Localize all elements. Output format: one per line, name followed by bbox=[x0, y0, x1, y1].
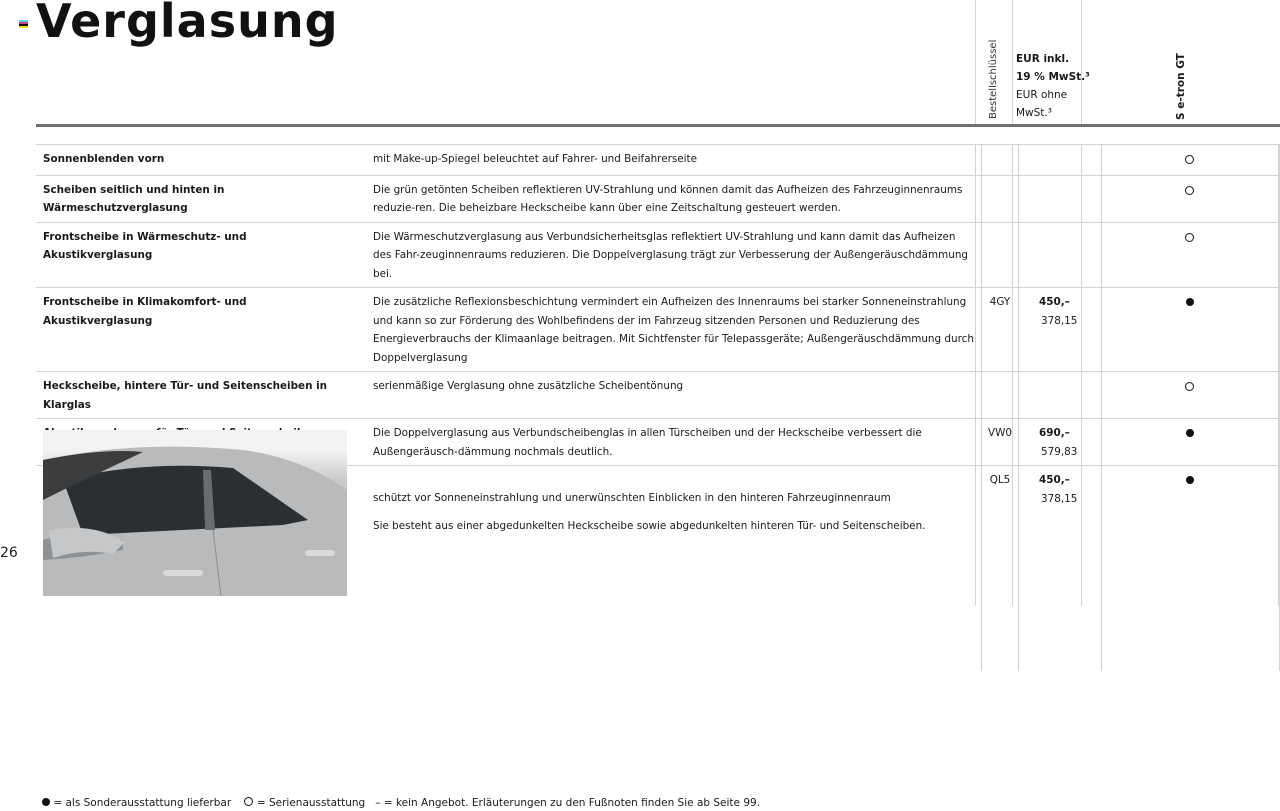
header-divider bbox=[1012, 0, 1013, 126]
price-excl: 378,15 bbox=[1041, 314, 1078, 327]
legend bbox=[42, 797, 760, 809]
header-order-code: Bestellschlüssel bbox=[988, 39, 999, 119]
row-availability bbox=[1102, 466, 1280, 671]
row-name: Frontscheibe in Wärmeschutz- und Akustikverglasung bbox=[36, 222, 355, 288]
row-code bbox=[982, 145, 1019, 176]
legend-standard: = Serienausstattung bbox=[256, 797, 366, 809]
optional-equipment-icon bbox=[1186, 429, 1194, 437]
standard-equipment-icon bbox=[244, 797, 253, 806]
row-price bbox=[1019, 372, 1102, 419]
row-availability bbox=[1102, 145, 1280, 176]
optional-equipment-icon bbox=[1186, 298, 1194, 306]
standard-equipment-icon bbox=[1185, 155, 1194, 164]
table-row bbox=[36, 222, 1280, 288]
row-availability bbox=[1102, 419, 1280, 466]
optional-equipment-icon bbox=[42, 798, 50, 806]
row-price bbox=[1019, 466, 1102, 671]
car-illustration bbox=[43, 430, 347, 596]
row-code bbox=[982, 175, 1019, 222]
row-name: Sonnenblenden vorn bbox=[36, 145, 355, 176]
row-price bbox=[1019, 222, 1102, 288]
table-row bbox=[36, 175, 1280, 222]
header-price bbox=[1016, 50, 1090, 122]
header-model: S e-tron GT bbox=[1175, 53, 1187, 120]
row-desc: serienmäßige Verglasung ohne zusätzliche Scheibentönung bbox=[355, 372, 982, 419]
price-incl: 450,– bbox=[1039, 296, 1070, 308]
row-code: VW0 bbox=[982, 419, 1019, 466]
row-availability bbox=[1102, 288, 1280, 372]
header-divider bbox=[975, 0, 976, 126]
row-name: Frontscheibe in Klimakomfort- und Akustikverglasung bbox=[36, 288, 355, 372]
table-row bbox=[36, 288, 1280, 372]
row-code bbox=[982, 222, 1019, 288]
row-name: Scheiben seitlich und hinten in Wärmeschutzverglasung bbox=[36, 175, 355, 222]
page-number: 26 bbox=[0, 545, 18, 561]
row-desc-line1: schützt vor Sonneneinstrahlung und unerwünschten Einblicken in den hinteren Fahrzeuginnenraum bbox=[373, 492, 891, 504]
row-desc bbox=[355, 466, 982, 671]
row-desc: Die grün getönten Scheiben reflektieren UV-Strahlung und können damit das Aufheizen des Fahrzeuginnenraums reduzie-ren. Die beheizbare Heckscheibe kann über eine Zeitschaltung gesteuert werden. bbox=[355, 175, 982, 222]
legend-optional: = als Sonderausstattung lieferbar bbox=[53, 797, 232, 809]
row-desc-line2: Sie besteht aus einer abgedunkelten Heckscheibe sowie abgedunkelten hinteren Tür- und Seitenscheiben. bbox=[373, 519, 926, 532]
header-price-incl-2: 19 % MwSt.³ bbox=[1016, 71, 1090, 83]
row-desc: Die Doppelverglasung aus Verbundscheibenglas in allen Türscheiben und der Heckscheibe verbessert die Außengeräusch-dämmung nochmals deutlich. bbox=[355, 419, 982, 466]
row-availability bbox=[1102, 175, 1280, 222]
header-price-excl-1: EUR ohne bbox=[1016, 89, 1068, 101]
row-desc: Die zusätzliche Reflexionsbeschichtung vermindert ein Aufheizen des Innenraums bei starker Sonneneinstrahlung und kann so zur Förderung des Wohlbefindens der im Fahrzeug sitzenden Personen und Reduzierung des Energieverbrauchs der Klimaanlage beitragen. Mit Sichtfenster für Telepassgeräte; Außengeräuschdämmung durch Doppelverglasung bbox=[355, 288, 982, 372]
row-price bbox=[1019, 419, 1102, 466]
standard-equipment-icon bbox=[1185, 382, 1194, 391]
optional-equipment-icon bbox=[1186, 476, 1194, 484]
table-row bbox=[36, 372, 1280, 419]
row-desc: mit Make-up-Spiegel beleuchtet auf Fahrer- und Beifahrerseite bbox=[355, 145, 982, 176]
price-incl: 690,– bbox=[1039, 427, 1070, 439]
page-title: Verglasung bbox=[36, 0, 339, 48]
row-name: Heckscheibe, hintere Tür- und Seitenscheiben in Klarglas bbox=[36, 372, 355, 419]
table-row bbox=[36, 145, 1280, 176]
header-rule bbox=[36, 124, 1280, 127]
header-price-excl-2: MwSt.³ bbox=[1016, 107, 1052, 119]
header-price-incl-1: EUR inkl. bbox=[1016, 53, 1070, 65]
price-excl: 378,15 bbox=[1041, 492, 1078, 505]
standard-equipment-icon bbox=[1185, 233, 1194, 242]
price-incl: 450,– bbox=[1039, 474, 1070, 486]
row-price bbox=[1019, 175, 1102, 222]
legend-not-available: – = kein Angebot. Erläuterungen zu den Fußnoten finden Sie ab Seite 99. bbox=[375, 797, 761, 809]
standard-equipment-icon bbox=[1185, 186, 1194, 195]
row-availability bbox=[1102, 372, 1280, 419]
row-code: 4GY bbox=[982, 288, 1019, 372]
row-code: QL5 bbox=[982, 466, 1019, 671]
row-code bbox=[982, 372, 1019, 419]
price-excl: 579,83 bbox=[1041, 445, 1078, 458]
row-desc: Die Wärmeschutzverglasung aus Verbundsicherheitsglas reflektiert UV-Strahlung und kann damit das Aufheizen des Fahr-zeuginnenraums reduzieren. Die Doppelverglasung trägt zur Verbesserung der Außengeräuschdämmung bei. bbox=[355, 222, 982, 288]
row-price bbox=[1019, 288, 1102, 372]
print-color-marker bbox=[19, 20, 28, 28]
row-price bbox=[1019, 145, 1102, 176]
row-availability bbox=[1102, 222, 1280, 288]
car-image-tinted-windows bbox=[43, 430, 347, 596]
